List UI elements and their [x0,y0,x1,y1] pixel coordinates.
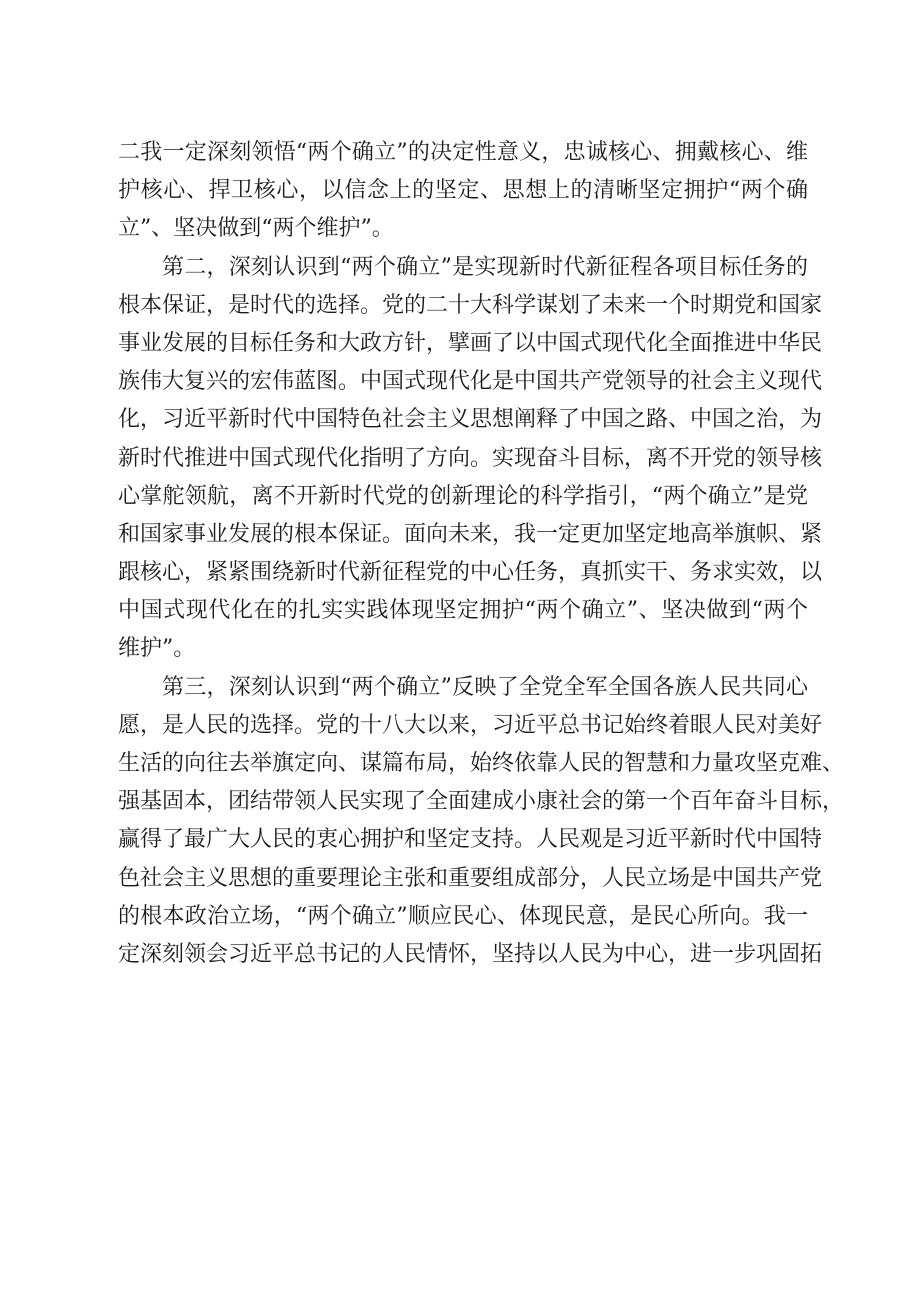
text-line: 跟核心，紧紧围绕新时代新征程党的中心任务，真抓实干、务求实效，以 [118,560,823,586]
body-text [118,134,845,974]
text-line: 愿，是人民的选择。党的十八大以来，习近平总书记始终着眼人民对美好 [118,712,823,738]
text-line: 化，习近平新时代中国特色社会主义思想阐释了中国之路、中国之治，为 [118,407,823,433]
text-line: 维护”。 [118,636,196,662]
paragraph-first-line: 第二，深刻认识到“两个确立”是实现新时代新征程各项目标任务的 [162,254,808,280]
text-line: 定深刻领会习近平总书记的人民情怀，坚持以人民为中心，进一步巩固拓 [118,941,823,967]
text-line: 根本保证，是时代的选择。党的二十大科学谋划了未来一个时期党和国家 [118,292,823,318]
text-line: 心掌舵领航，离不开新时代党的创新理论的科学指引，“两个确立”是党 [118,483,808,509]
text-line: 二我一定深刻领悟“两个确立”的决定性意义，忠诚核心、拥戴核心、维 [118,140,808,165]
text-line: 的根本政治立场，“两个确立”顺应民心、体现民意，是民心所向。我一 [118,903,808,929]
text-line: 生活的向往去举旗定向、谋篇布局，始终依靠人民的智慧和力量攻坚克难、 [118,751,845,776]
text-line: 色社会主义思想的重要理论主张和重要组成部分，人民立场是中国共产党 [118,865,823,891]
text-line: 立”、坚决做到“两个维护”。 [118,216,394,242]
text-line: 新时代推进中国式现代化指明了方向。实现奋斗目标，离不开党的领导核 [118,445,823,471]
text-line: 事业发展的目标任务和大政方针，擘画了以中国式现代化全面推进中华民 [118,330,823,356]
text-line: 护核心、捍卫核心，以信念上的坚定、思想上的清晰坚定拥护“两个确 [118,178,808,204]
text-line: 中国式现代化在的扎实实践体现坚定拥护“两个确立”、坚决做到“两个 [118,598,808,624]
text-line: 赢得了最广大人民的衷心拥护和坚定支持。人民观是习近平新时代中国特 [118,827,823,853]
text-line: 强基固本，团结带领人民实现了全面建成小康社会的第一个百年奋斗目标， [118,789,845,815]
text-line: 族伟大复兴的宏伟蓝图。中国式现代化是中国共产党领导的社会主义现代 [118,369,823,395]
text-line: 和国家事业发展的根本保证。面向未来，我一定更加坚定地高举旗帜、紧 [118,521,823,547]
paragraph-first-line: 第三，深刻认识到“两个确立”反映了全党全军全国各族人民共同心 [162,674,808,700]
